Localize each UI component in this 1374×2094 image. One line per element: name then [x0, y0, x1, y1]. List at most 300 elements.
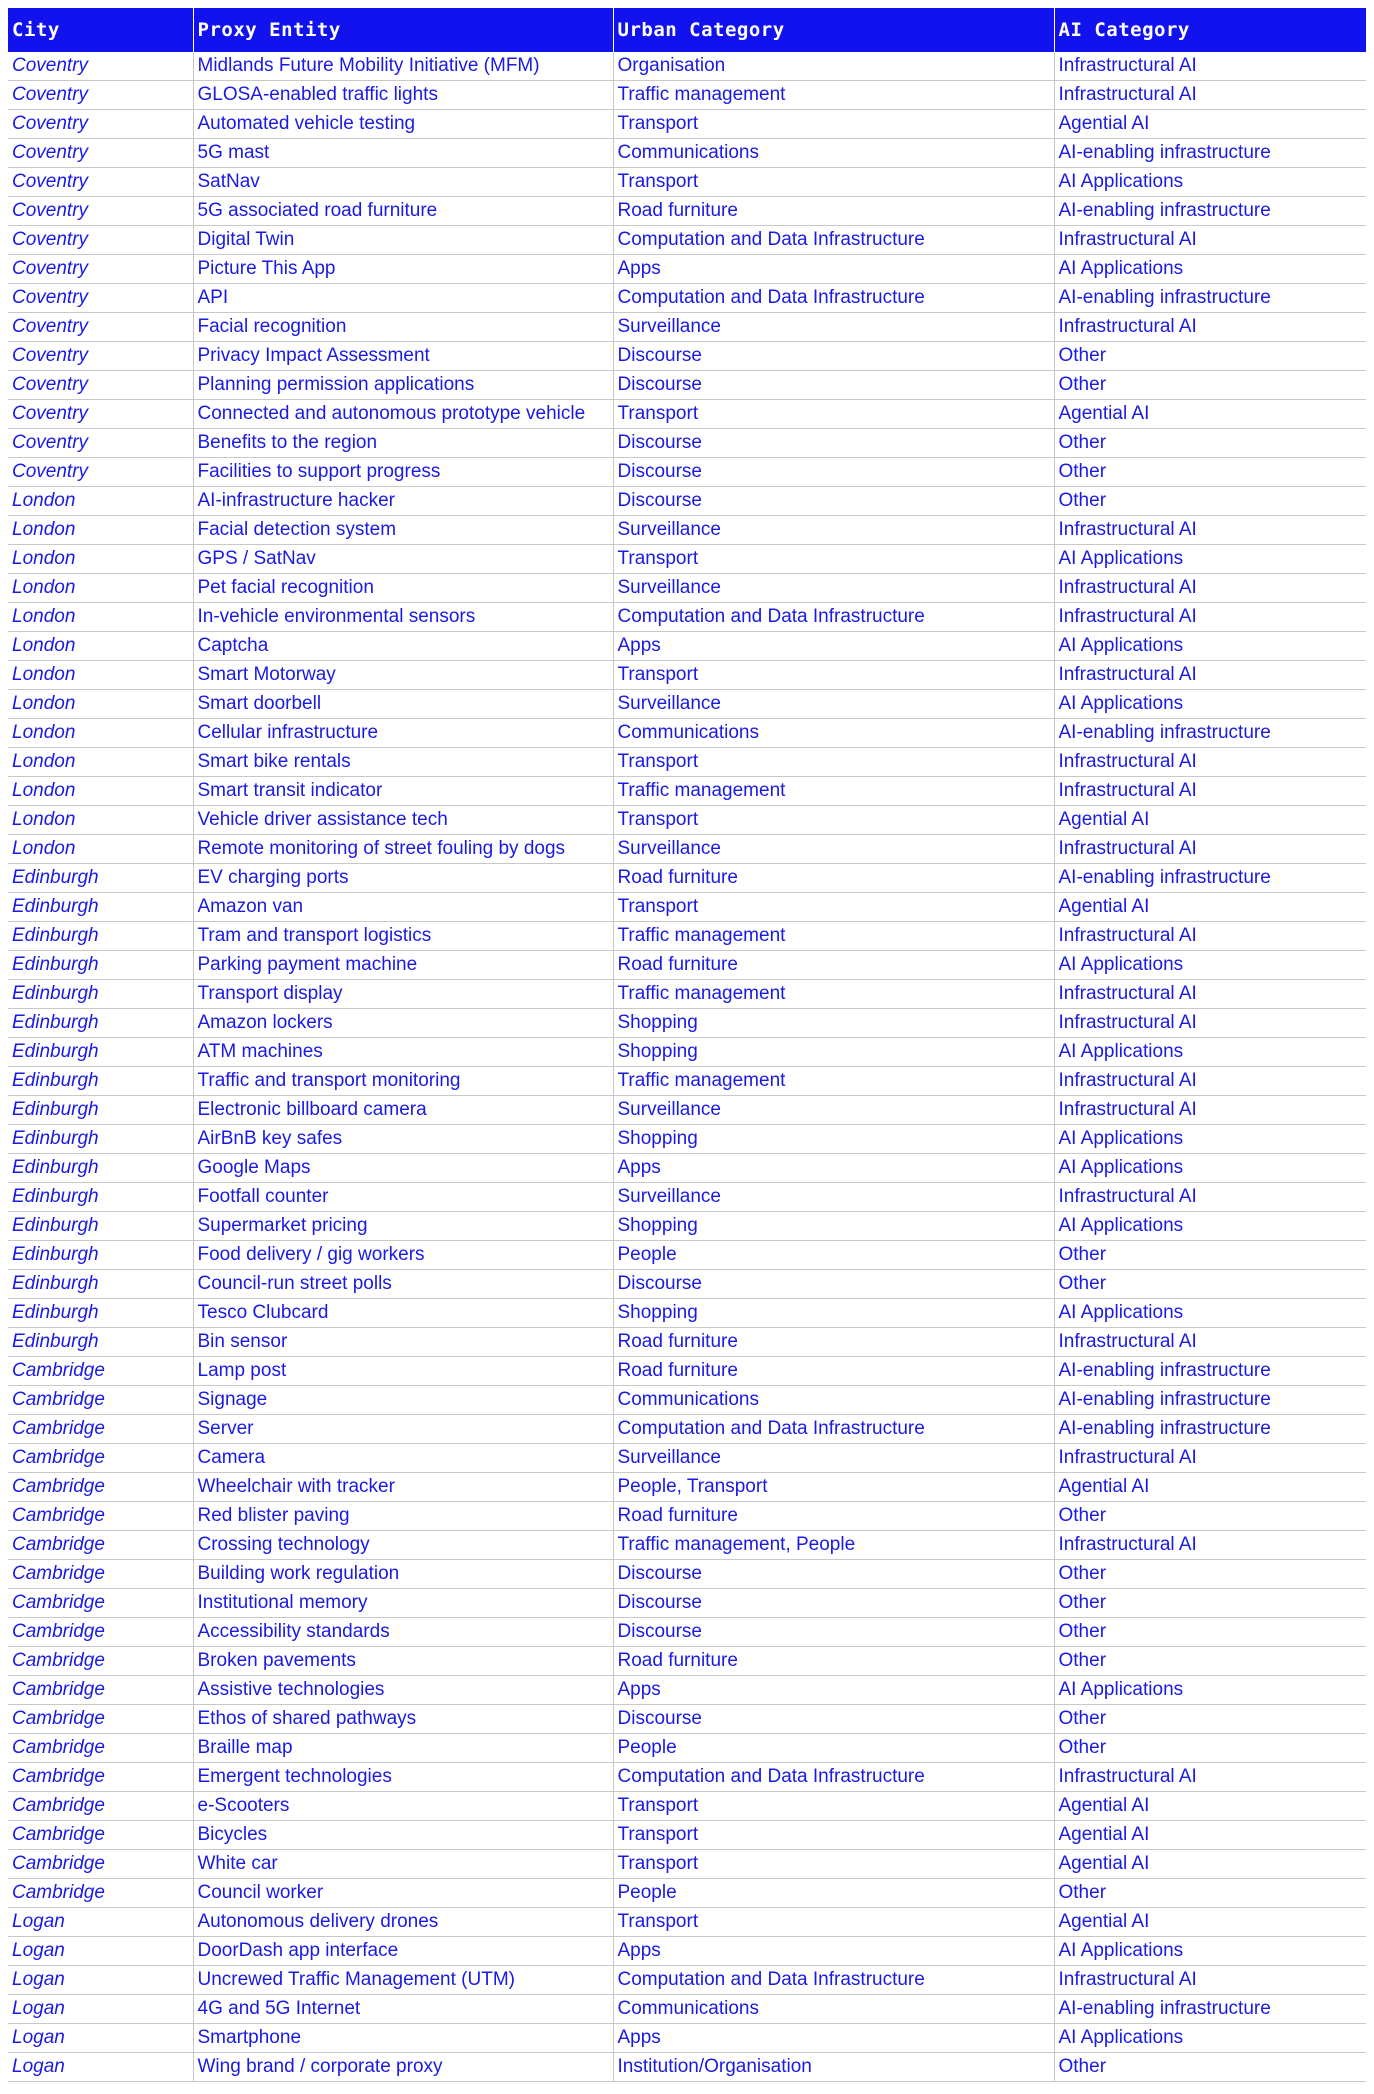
proxy-entity-cell: Smart doorbell	[193, 690, 613, 719]
proxy-entity-cell: DoorDash app interface	[193, 1937, 613, 1966]
urban-category-cell: Transport	[613, 661, 1054, 690]
ai-category-cell: AI-enabling infrastructure	[1054, 1995, 1366, 2024]
ai-category-cell: Infrastructural AI	[1054, 1328, 1366, 1357]
ai-category-cell: Infrastructural AI	[1054, 1531, 1366, 1560]
table-row	[8, 1531, 1366, 1560]
city-cell: Coventry	[8, 197, 193, 226]
urban-category-cell: Computation and Data Infrastructure	[613, 603, 1054, 632]
table-row	[8, 487, 1366, 516]
table-row	[8, 777, 1366, 806]
city-cell: London	[8, 719, 193, 748]
table-row	[8, 835, 1366, 864]
urban-category-cell: Discourse	[613, 371, 1054, 400]
proxy-entity-cell: Institutional memory	[193, 1589, 613, 1618]
urban-category-cell: Discourse	[613, 429, 1054, 458]
proxy-entity-cell: Google Maps	[193, 1154, 613, 1183]
urban-category-cell: Computation and Data Infrastructure	[613, 1966, 1054, 1995]
city-cell: London	[8, 777, 193, 806]
urban-category-cell: Apps	[613, 1676, 1054, 1705]
city-cell: Edinburgh	[8, 1241, 193, 1270]
urban-category-cell: Discourse	[613, 1618, 1054, 1647]
city-cell: Edinburgh	[8, 864, 193, 893]
urban-category-cell: Discourse	[613, 1270, 1054, 1299]
table-row	[8, 1386, 1366, 1415]
city-cell: Logan	[8, 1937, 193, 1966]
proxy-entity-cell: ATM machines	[193, 1038, 613, 1067]
proxy-entity-cell: 5G mast	[193, 139, 613, 168]
city-cell: Edinburgh	[8, 1125, 193, 1154]
table-row	[8, 1067, 1366, 1096]
proxy-entity-cell: Assistive technologies	[193, 1676, 613, 1705]
proxy-entity-cell: Pet facial recognition	[193, 574, 613, 603]
table-row	[8, 1879, 1366, 1908]
urban-category-cell: Discourse	[613, 1705, 1054, 1734]
city-cell: Coventry	[8, 139, 193, 168]
urban-category-cell: Traffic management	[613, 980, 1054, 1009]
urban-category-cell: Apps	[613, 255, 1054, 284]
proxy-entity-cell: GPS / SatNav	[193, 545, 613, 574]
table-row	[8, 1502, 1366, 1531]
proxy-entity-cell: 4G and 5G Internet	[193, 1995, 613, 2024]
urban-category-cell: Computation and Data Infrastructure	[613, 284, 1054, 313]
table-row	[8, 980, 1366, 1009]
ai-category-cell: Infrastructural AI	[1054, 1096, 1366, 1125]
ai-category-cell: Infrastructural AI	[1054, 226, 1366, 255]
ai-category-cell: Other	[1054, 1705, 1366, 1734]
urban-category-cell: Surveillance	[613, 1183, 1054, 1212]
ai-category-cell: Infrastructural AI	[1054, 313, 1366, 342]
table-row	[8, 371, 1366, 400]
table-row	[8, 1038, 1366, 1067]
table-row	[8, 1560, 1366, 1589]
urban-category-cell: Apps	[613, 1937, 1054, 1966]
city-cell: London	[8, 516, 193, 545]
ai-category-cell: Other	[1054, 2053, 1366, 2082]
urban-category-cell: Transport	[613, 748, 1054, 777]
city-cell: Edinburgh	[8, 1183, 193, 1212]
urban-category-cell: People, Transport	[613, 1473, 1054, 1502]
table-row	[8, 719, 1366, 748]
proxy-entity-cell: Camera	[193, 1444, 613, 1473]
city-cell: Coventry	[8, 400, 193, 429]
ai-category-cell: Other	[1054, 1241, 1366, 1270]
ai-category-cell: Infrastructural AI	[1054, 835, 1366, 864]
table-row	[8, 574, 1366, 603]
proxy-entity-cell: API	[193, 284, 613, 313]
city-cell: Cambridge	[8, 1589, 193, 1618]
urban-category-cell: Road furniture	[613, 1502, 1054, 1531]
table-row	[8, 1096, 1366, 1125]
table-header	[8, 8, 1366, 52]
proxy-entity-cell: Privacy Impact Assessment	[193, 342, 613, 371]
ai-category-cell: Agential AI	[1054, 806, 1366, 835]
table-row	[8, 1125, 1366, 1154]
table-row	[8, 1009, 1366, 1038]
ai-category-cell: Infrastructural AI	[1054, 1763, 1366, 1792]
urban-category-cell: Computation and Data Infrastructure	[613, 226, 1054, 255]
ai-category-cell: Other	[1054, 1879, 1366, 1908]
proxy-entity-cell: Traffic and transport monitoring	[193, 1067, 613, 1096]
table-row	[8, 284, 1366, 313]
urban-category-cell: Surveillance	[613, 1096, 1054, 1125]
city-cell: Coventry	[8, 342, 193, 371]
proxy-entity-cell: Council worker	[193, 1879, 613, 1908]
urban-category-cell: Traffic management	[613, 81, 1054, 110]
table-row	[8, 81, 1366, 110]
city-cell: Cambridge	[8, 1444, 193, 1473]
ai-category-cell: Other	[1054, 371, 1366, 400]
ai-category-cell: AI Applications	[1054, 1125, 1366, 1154]
proxy-entity-cell: Building work regulation	[193, 1560, 613, 1589]
proxy-entity-cell: GLOSA-enabled traffic lights	[193, 81, 613, 110]
urban-category-cell: Road furniture	[613, 1647, 1054, 1676]
urban-category-cell: Road furniture	[613, 1357, 1054, 1386]
ai-category-cell: AI Applications	[1054, 1676, 1366, 1705]
ai-category-cell: Other	[1054, 1618, 1366, 1647]
city-cell: Cambridge	[8, 1618, 193, 1647]
table-row	[8, 255, 1366, 284]
urban-category-cell: Apps	[613, 632, 1054, 661]
ai-category-cell: AI-enabling infrastructure	[1054, 139, 1366, 168]
table-row	[8, 1299, 1366, 1328]
city-cell: Logan	[8, 1908, 193, 1937]
header-row	[8, 8, 1366, 52]
proxy-entity-cell: Parking payment machine	[193, 951, 613, 980]
city-cell: London	[8, 690, 193, 719]
ai-category-cell: Other	[1054, 458, 1366, 487]
ai-category-cell: Infrastructural AI	[1054, 1966, 1366, 1995]
proxy-entity-cell: Benefits to the region	[193, 429, 613, 458]
city-cell: London	[8, 487, 193, 516]
ai-category-cell: Agential AI	[1054, 893, 1366, 922]
table-row	[8, 1473, 1366, 1502]
city-cell: Coventry	[8, 429, 193, 458]
urban-category-cell: Shopping	[613, 1212, 1054, 1241]
urban-category-cell: Organisation	[613, 52, 1054, 81]
table-row	[8, 400, 1366, 429]
proxy-entity-cell: Amazon van	[193, 893, 613, 922]
urban-category-cell: Traffic management, People	[613, 1531, 1054, 1560]
city-cell: Cambridge	[8, 1386, 193, 1415]
city-cell: Cambridge	[8, 1502, 193, 1531]
table-row	[8, 1270, 1366, 1299]
proxy-entity-cell: Transport display	[193, 980, 613, 1009]
table-row	[8, 864, 1366, 893]
table-row	[8, 1763, 1366, 1792]
table-row	[8, 1618, 1366, 1647]
urban-category-cell: Transport	[613, 806, 1054, 835]
urban-category-cell: Transport	[613, 545, 1054, 574]
ai-category-cell: Agential AI	[1054, 1821, 1366, 1850]
proxy-entity-cell: Connected and autonomous prototype vehicle	[193, 400, 613, 429]
city-cell: Cambridge	[8, 1531, 193, 1560]
proxy-entity-cell: Smart bike rentals	[193, 748, 613, 777]
table-row	[8, 806, 1366, 835]
city-cell: Edinburgh	[8, 1328, 193, 1357]
city-cell: Coventry	[8, 284, 193, 313]
proxy-entity-cell: Food delivery / gig workers	[193, 1241, 613, 1270]
ai-category-cell: AI-enabling infrastructure	[1054, 1415, 1366, 1444]
table-row	[8, 632, 1366, 661]
ai-category-cell: AI Applications	[1054, 1212, 1366, 1241]
proxy-entity-cell: Wing brand / corporate proxy	[193, 2053, 613, 2082]
ai-category-cell: AI Applications	[1054, 545, 1366, 574]
proxy-entity-cell: SatNav	[193, 168, 613, 197]
urban-category-cell: Shopping	[613, 1299, 1054, 1328]
ai-category-cell: AI-enabling infrastructure	[1054, 284, 1366, 313]
ai-category-cell: Other	[1054, 1734, 1366, 1763]
proxy-entity-cell: Smart transit indicator	[193, 777, 613, 806]
urban-category-cell: Discourse	[613, 487, 1054, 516]
urban-category-cell: Surveillance	[613, 574, 1054, 603]
ai-category-cell: AI-enabling infrastructure	[1054, 1357, 1366, 1386]
ai-category-cell: Infrastructural AI	[1054, 1183, 1366, 1212]
city-cell: Cambridge	[8, 1705, 193, 1734]
proxy-entity-cell: Signage	[193, 1386, 613, 1415]
proxy-entity-cell: Midlands Future Mobility Initiative (MFM)	[193, 52, 613, 81]
urban-category-cell: Discourse	[613, 342, 1054, 371]
urban-category-cell: Computation and Data Infrastructure	[613, 1763, 1054, 1792]
city-cell: London	[8, 748, 193, 777]
city-cell: Cambridge	[8, 1647, 193, 1676]
table-row	[8, 1444, 1366, 1473]
city-cell: Cambridge	[8, 1850, 193, 1879]
ai-category-cell: AI-enabling infrastructure	[1054, 197, 1366, 226]
city-cell: Logan	[8, 2053, 193, 2082]
city-cell: Coventry	[8, 52, 193, 81]
urban-category-cell: People	[613, 1879, 1054, 1908]
city-cell: London	[8, 574, 193, 603]
proxy-entity-cell: Bicycles	[193, 1821, 613, 1850]
ai-category-cell: Agential AI	[1054, 400, 1366, 429]
table-row	[8, 458, 1366, 487]
city-cell: Cambridge	[8, 1763, 193, 1792]
column-header-ai-category: AI Category	[1054, 8, 1366, 52]
ai-category-cell: Other	[1054, 1589, 1366, 1618]
urban-category-cell: People	[613, 1241, 1054, 1270]
table-row	[8, 1328, 1366, 1357]
ai-category-cell: Infrastructural AI	[1054, 52, 1366, 81]
urban-category-cell: People	[613, 1734, 1054, 1763]
proxy-entity-cell: Facial detection system	[193, 516, 613, 545]
table-row	[8, 516, 1366, 545]
ai-category-cell: Agential AI	[1054, 1473, 1366, 1502]
city-cell: Edinburgh	[8, 1270, 193, 1299]
proxy-entity-cell: Vehicle driver assistance tech	[193, 806, 613, 835]
ai-category-cell: Other	[1054, 342, 1366, 371]
urban-category-cell: Apps	[613, 2024, 1054, 2053]
city-cell: Edinburgh	[8, 980, 193, 1009]
urban-category-cell: Transport	[613, 1850, 1054, 1879]
ai-category-cell: AI Applications	[1054, 690, 1366, 719]
ai-category-cell: Other	[1054, 1560, 1366, 1589]
table-row	[8, 1357, 1366, 1386]
table-row	[8, 1734, 1366, 1763]
table-row	[8, 1821, 1366, 1850]
table-row	[8, 1966, 1366, 1995]
urban-category-cell: Communications	[613, 719, 1054, 748]
ai-category-cell: Agential AI	[1054, 1850, 1366, 1879]
proxy-entity-cell: Captcha	[193, 632, 613, 661]
city-cell: London	[8, 835, 193, 864]
proxy-entity-cell: Tesco Clubcard	[193, 1299, 613, 1328]
city-cell: Coventry	[8, 371, 193, 400]
table-row	[8, 1705, 1366, 1734]
ai-category-cell: AI Applications	[1054, 168, 1366, 197]
proxy-entity-cell: Wheelchair with tracker	[193, 1473, 613, 1502]
table-row	[8, 893, 1366, 922]
city-cell: Edinburgh	[8, 1038, 193, 1067]
table-row	[8, 197, 1366, 226]
table-row	[8, 1212, 1366, 1241]
ai-category-cell: AI Applications	[1054, 1299, 1366, 1328]
proxy-entity-cell: AI-infrastructure hacker	[193, 487, 613, 516]
urban-category-cell: Surveillance	[613, 1444, 1054, 1473]
ai-category-cell: Other	[1054, 487, 1366, 516]
urban-category-cell: Discourse	[613, 1560, 1054, 1589]
table-row	[8, 748, 1366, 777]
city-cell: Coventry	[8, 458, 193, 487]
urban-category-cell: Computation and Data Infrastructure	[613, 1415, 1054, 1444]
ai-category-cell: Infrastructural AI	[1054, 748, 1366, 777]
proxy-entity-cell: Bin sensor	[193, 1328, 613, 1357]
table-row	[8, 139, 1366, 168]
ai-category-cell: Infrastructural AI	[1054, 1444, 1366, 1473]
city-cell: Coventry	[8, 255, 193, 284]
table-row	[8, 226, 1366, 255]
city-cell: Edinburgh	[8, 951, 193, 980]
city-cell: Cambridge	[8, 1879, 193, 1908]
urban-category-cell: Transport	[613, 110, 1054, 139]
urban-category-cell: Road furniture	[613, 197, 1054, 226]
ai-category-cell: Infrastructural AI	[1054, 574, 1366, 603]
table-row	[8, 661, 1366, 690]
proxy-entity-cell: Broken pavements	[193, 1647, 613, 1676]
table-row	[8, 1676, 1366, 1705]
urban-category-cell: Traffic management	[613, 777, 1054, 806]
table-row	[8, 2053, 1366, 2082]
ai-category-cell: Other	[1054, 1270, 1366, 1299]
city-cell: Cambridge	[8, 1415, 193, 1444]
ai-category-cell: Infrastructural AI	[1054, 1009, 1366, 1038]
proxy-entity-cell: Braille map	[193, 1734, 613, 1763]
ai-category-cell: Agential AI	[1054, 110, 1366, 139]
proxy-entity-cell: Digital Twin	[193, 226, 613, 255]
city-cell: Edinburgh	[8, 1096, 193, 1125]
urban-category-cell: Transport	[613, 1821, 1054, 1850]
table-row	[8, 1937, 1366, 1966]
proxy-entity-cell: Remote monitoring of street fouling by dogs	[193, 835, 613, 864]
ai-category-cell: Agential AI	[1054, 1908, 1366, 1937]
proxy-entity-cell: Council-run street polls	[193, 1270, 613, 1299]
proxy-entity-cell: AirBnB key safes	[193, 1125, 613, 1154]
city-cell: Cambridge	[8, 1676, 193, 1705]
city-cell: London	[8, 545, 193, 574]
ai-category-cell: Infrastructural AI	[1054, 603, 1366, 632]
ai-category-cell: Infrastructural AI	[1054, 661, 1366, 690]
city-cell: Edinburgh	[8, 1154, 193, 1183]
proxy-entity-cell: Supermarket pricing	[193, 1212, 613, 1241]
proxy-entity-cell: Autonomous delivery drones	[193, 1908, 613, 1937]
table-row	[8, 2024, 1366, 2053]
city-cell: Cambridge	[8, 1792, 193, 1821]
proxy-entity-cell: Planning permission applications	[193, 371, 613, 400]
table-body	[8, 52, 1366, 2082]
urban-category-cell: Surveillance	[613, 835, 1054, 864]
proxy-entity-cell: Lamp post	[193, 1357, 613, 1386]
city-cell: Logan	[8, 1966, 193, 1995]
urban-category-cell: Discourse	[613, 458, 1054, 487]
ai-category-cell: AI-enabling infrastructure	[1054, 1386, 1366, 1415]
ai-category-cell: Infrastructural AI	[1054, 980, 1366, 1009]
urban-category-cell: Transport	[613, 1908, 1054, 1937]
ai-category-cell: AI-enabling infrastructure	[1054, 864, 1366, 893]
ai-category-cell: Other	[1054, 1647, 1366, 1676]
city-cell: Coventry	[8, 313, 193, 342]
column-header-proxy-entity: Proxy Entity	[193, 8, 613, 52]
urban-category-cell: Discourse	[613, 1589, 1054, 1618]
ai-category-cell: AI Applications	[1054, 255, 1366, 284]
table-row	[8, 1589, 1366, 1618]
ai-category-cell: Infrastructural AI	[1054, 922, 1366, 951]
table-row	[8, 1995, 1366, 2024]
column-header-urban-category: Urban Category	[613, 8, 1054, 52]
urban-category-cell: Shopping	[613, 1125, 1054, 1154]
table-row	[8, 52, 1366, 81]
urban-category-cell: Road furniture	[613, 1328, 1054, 1357]
table-row	[8, 1154, 1366, 1183]
column-header-city: City	[8, 8, 193, 52]
ai-category-cell: AI Applications	[1054, 1937, 1366, 1966]
proxy-entity-cell: EV charging ports	[193, 864, 613, 893]
ai-category-cell: Agential AI	[1054, 1792, 1366, 1821]
city-cell: London	[8, 603, 193, 632]
proxy-entity-cell: Automated vehicle testing	[193, 110, 613, 139]
ai-category-cell: AI Applications	[1054, 951, 1366, 980]
city-cell: London	[8, 661, 193, 690]
proxy-entity-cell: Smart Motorway	[193, 661, 613, 690]
urban-category-cell: Shopping	[613, 1009, 1054, 1038]
table-row	[8, 1792, 1366, 1821]
proxy-entity-cell: Ethos of shared pathways	[193, 1705, 613, 1734]
table-row	[8, 951, 1366, 980]
proxy-entity-cell: Tram and transport logistics	[193, 922, 613, 951]
city-cell: Edinburgh	[8, 1212, 193, 1241]
city-cell: London	[8, 632, 193, 661]
proxy-entity-cell: e-Scooters	[193, 1792, 613, 1821]
table-row	[8, 342, 1366, 371]
urban-category-cell: Surveillance	[613, 313, 1054, 342]
city-cell: Logan	[8, 2024, 193, 2053]
proxy-entity-cell: 5G associated road furniture	[193, 197, 613, 226]
city-cell: Coventry	[8, 226, 193, 255]
urban-category-cell: Road furniture	[613, 951, 1054, 980]
proxy-entity-cell: Accessibility standards	[193, 1618, 613, 1647]
urban-category-cell: Traffic management	[613, 1067, 1054, 1096]
city-cell: Cambridge	[8, 1821, 193, 1850]
urban-category-cell: Road furniture	[613, 864, 1054, 893]
proxy-entity-cell: Server	[193, 1415, 613, 1444]
proxy-entity-cell: In-vehicle environmental sensors	[193, 603, 613, 632]
ai-category-cell: Infrastructural AI	[1054, 1067, 1366, 1096]
table-row	[8, 429, 1366, 458]
ai-category-cell: Infrastructural AI	[1054, 81, 1366, 110]
urban-category-cell: Apps	[613, 1154, 1054, 1183]
city-cell: Coventry	[8, 110, 193, 139]
ai-category-cell: Infrastructural AI	[1054, 777, 1366, 806]
urban-category-cell: Transport	[613, 168, 1054, 197]
city-cell: Cambridge	[8, 1734, 193, 1763]
